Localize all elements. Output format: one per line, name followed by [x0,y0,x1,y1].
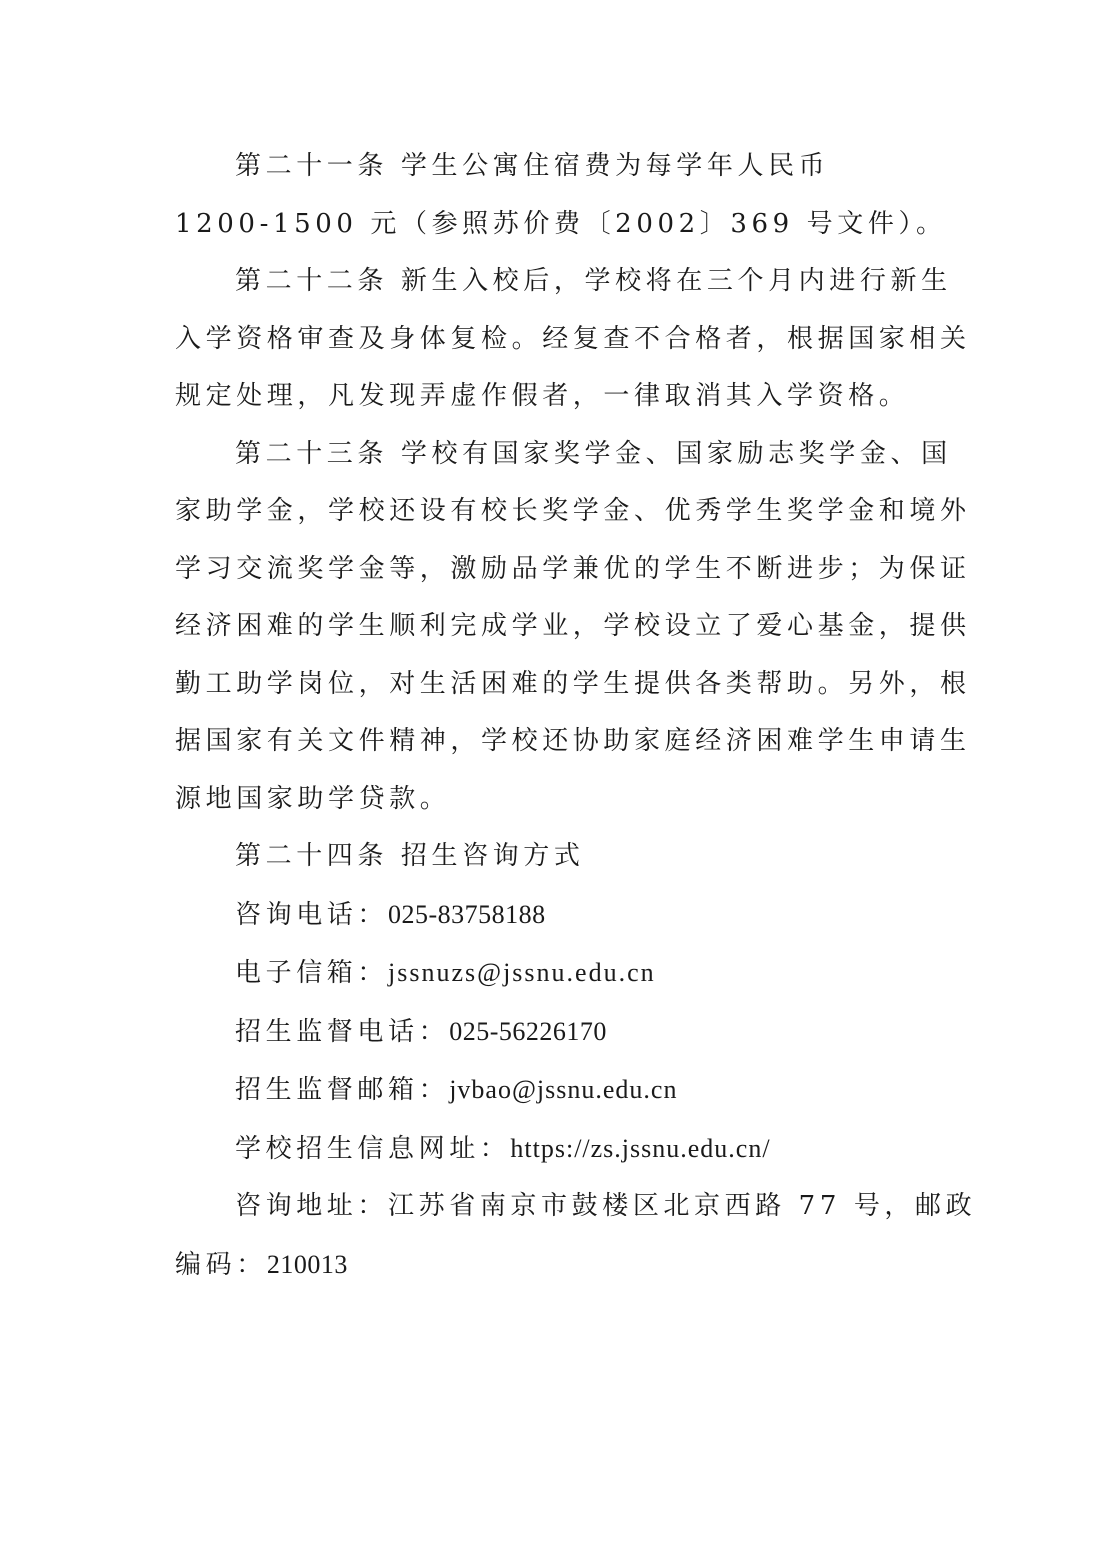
article-23 [175,426,971,829]
contact-email-label: 电子信箱： [235,958,389,988]
article-23-line-5: 勤工助学岗位，对生活困难的学生提供各类帮助。另外，根 [175,668,971,699]
contact-phone-label: 咨询电话： [235,899,389,930]
document-page [175,138,977,1294]
article-23-line-1: 第二十三条 学校有国家奖学金、国家励志奖学金、国 [235,438,952,469]
contact-address-label: 咨询地址： [235,1191,389,1221]
contact-email-value: jssnuzs@jssnu.edu.cn [388,958,656,987]
article-23-line-6: 据国家有关文件精神，学校还协助家庭经济困难学生申请生 [175,726,971,756]
supervision-email-value: jvbao@jssnu.edu.cn [449,1075,678,1104]
contact-postcode-value: 210013 [266,1249,348,1279]
admissions-website-link[interactable]: https://zs.jssnu.edu.cn/ [510,1133,771,1163]
article-24 [175,828,977,1294]
article-23-line-3: 学习交流奖学金等，激励品学兼优的学生不断进步；为保证 [175,553,971,584]
article-22-line-3: 规定处理，凡发现弄虚作假者，一律取消其入学资格。 [175,381,910,411]
article-21-line-1: 第二十一条 学生公寓住宿费为每学年人民币 [235,151,830,181]
contact-address-value: 江苏省南京市鼓楼区北京西路 77 号，邮政 [388,1191,977,1221]
supervision-phone [175,1003,937,1062]
article-22-line-2: 入学资格审查及身体复检。经复查不合格者，根据国家相关 [175,323,971,354]
contact-address [175,1178,977,1236]
contact-phone-value: 025-83758188 [388,899,546,929]
article-22 [175,253,971,426]
supervision-phone-value: 025-56226170 [449,1016,607,1046]
supervision-email-label: 招生监督邮箱： [235,1075,450,1105]
article-24-heading: 第二十四条 招生咨询方式 [235,841,585,871]
contact-email [175,944,937,1003]
article-22-line-1: 第二十二条 新生入校后，学校将在三个月内进行新生 [235,266,952,296]
supervision-email [175,1061,937,1120]
contact-postcode-label: 编码： [175,1249,267,1280]
article-23-line-4: 经济困难的学生顺利完成学业，学校设立了爱心基金，提供 [175,611,971,641]
article-21 [175,138,947,253]
article-21-line-2: 1200-1500 元（参照苏价费〔2002〕369 号文件）。 [175,208,947,239]
article-23-line-7: 源地国家助学贷款。 [175,783,451,814]
supervision-phone-label: 招生监督电话： [235,1016,450,1047]
contact-phone [175,886,937,945]
article-23-line-2: 家助学金，学校还设有校长奖学金、优秀学生奖学金和境外 [175,496,971,526]
contact-postcode [175,1236,937,1295]
admissions-website-label: 学校招生信息网址： [235,1133,511,1164]
admissions-website [175,1120,937,1179]
